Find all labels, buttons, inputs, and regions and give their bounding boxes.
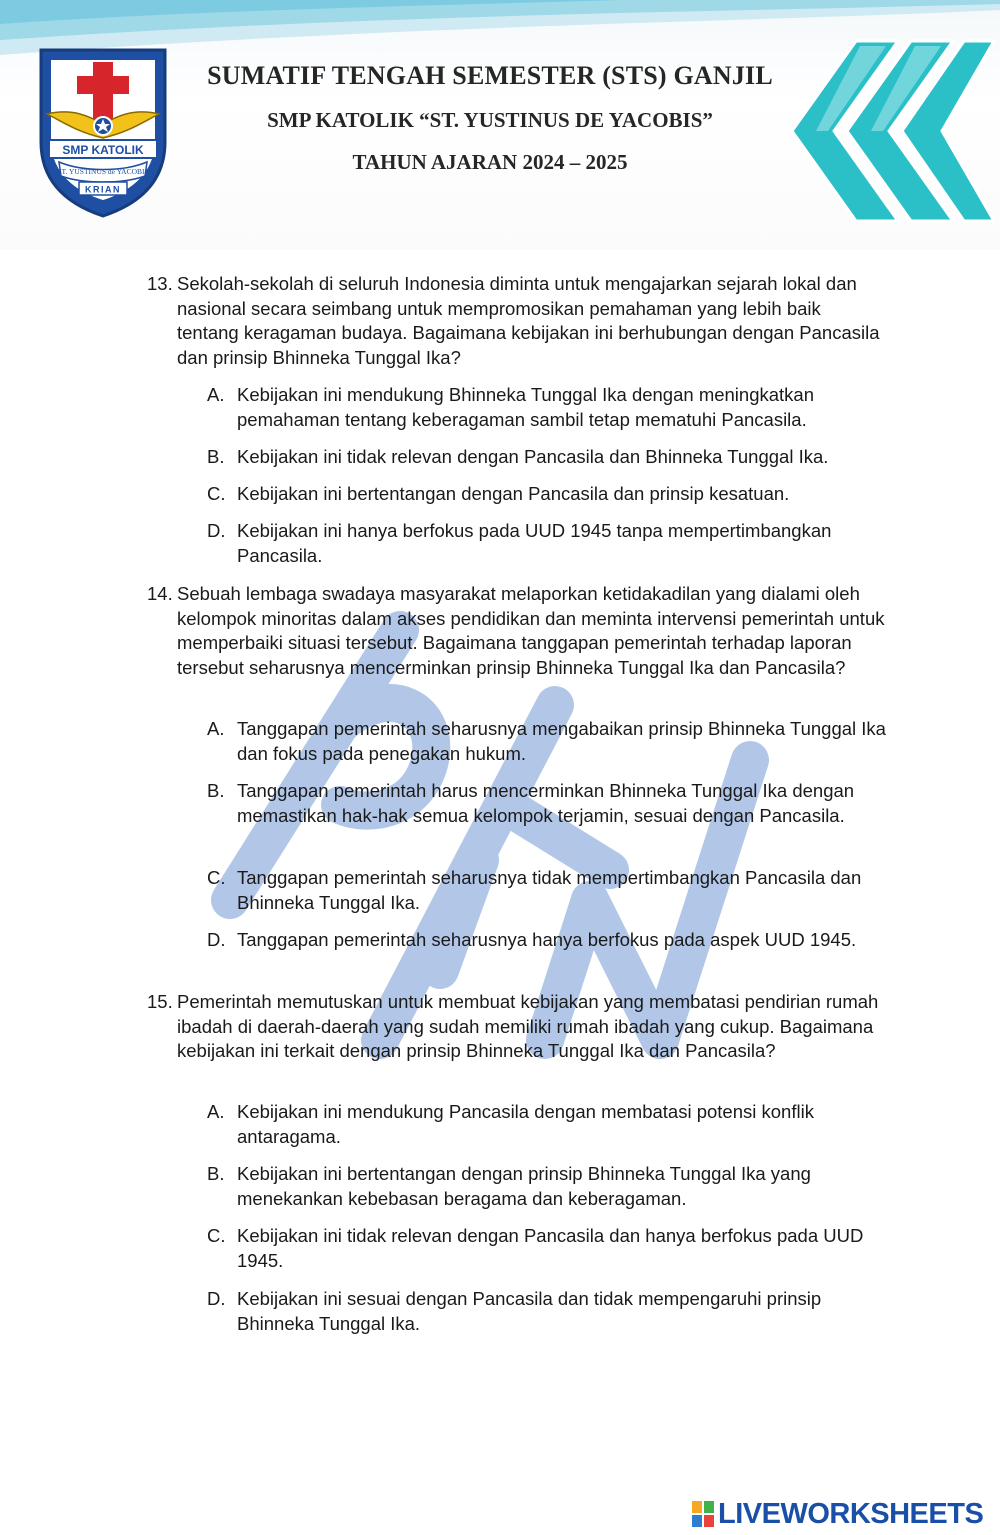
logo-text-top: SMP KATOLIK (62, 143, 144, 157)
liveworksheets-logo-icon (692, 1501, 714, 1527)
option-label: A. (207, 1101, 225, 1122)
header-banner (0, 0, 1000, 250)
option-15-d[interactable] (207, 1287, 887, 1336)
option-label: B. (207, 1163, 225, 1184)
option-label: D. (207, 520, 226, 541)
option-text: Tanggapan pemerintah seharusnya mengabaikan prinsip Bhinneka Tunggal Ika dan fokus pada penegakan hukum. (237, 718, 886, 764)
option-15-c[interactable] (207, 1224, 887, 1273)
option-label: C. (207, 867, 226, 888)
option-label: A. (207, 718, 225, 739)
academic-year: TAHUN AJARAN 2024 – 2025 (352, 150, 628, 174)
option-label: D. (207, 1288, 226, 1309)
question-15 (147, 990, 887, 1064)
chevron-decoration-icon (786, 36, 996, 226)
question-stem: Pemerintah memutuskan untuk membuat kebijakan yang membatasi pendirian rumah ibadah di daerah-daerah yang sudah memiliki rumah ibadah yang cukup. Bagaimana kebijakan ini terkait dengan prinsip Bhinneka Tunggal Ika dan Pancasila? (177, 991, 879, 1061)
option-text: Tanggapan pemerintah harus mencerminkan Bhinneka Tunggal Ika dengan memastikan hak-hak semua kelompok terjamin, sesuai dengan Pancasila. (237, 780, 855, 826)
option-14-b[interactable] (207, 779, 887, 828)
option-label: B. (207, 780, 225, 801)
logo-text-bottom: KRIAN (85, 184, 121, 195)
option-14-a[interactable] (207, 717, 887, 766)
question-13 (147, 272, 887, 370)
option-13-d[interactable] (207, 519, 887, 568)
question-stem: Sebuah lembaga swadaya masyarakat melaporkan ketidakadilan yang dialami oleh kelompok minoritas dalam akses pendidikan dan meminta intervensi pemerintah untuk memperbaiki situasi tersebut. Bagaimana tanggapan pemerintah terhadap laporan tersebut seharusnya mencerminkan prinsip Bhinneka Tunggal Ika dan Pancasila? (177, 583, 885, 678)
question-number: 13. (147, 273, 173, 294)
school-name: SMP KATOLIK “ST. YUSTINUS DE YACOBIS” (267, 108, 713, 132)
question-number: 15. (147, 991, 173, 1012)
option-14-d[interactable] (207, 928, 887, 953)
exam-title: SUMATIF TENGAH SEMESTER (STS) GANJIL (207, 61, 773, 90)
option-text: Kebijakan ini tidak relevan dengan Pancasila dan hanya berfokus pada UUD 1945. (237, 1225, 864, 1271)
option-label: C. (207, 483, 226, 504)
option-text: Kebijakan ini bertentangan dengan Pancasila dan prinsip kesatuan. (237, 483, 790, 504)
logo-text-ribbon: ST. YUSTINUS de YACOBIS (57, 167, 149, 176)
question-14 (147, 582, 887, 680)
option-15-b[interactable] (207, 1162, 887, 1211)
option-label: B. (207, 446, 225, 467)
option-label: C. (207, 1225, 226, 1246)
option-13-a[interactable] (207, 383, 887, 432)
option-text: Kebijakan ini mendukung Bhinneka Tunggal Ika dengan meningkatkan pemahaman tentang keberagaman sambil tetap mematuhi Pancasila. (237, 384, 814, 430)
brand-text: LIVEWORKSHEETS (718, 1497, 984, 1530)
option-text: Kebijakan ini bertentangan dengan prinsip Bhinneka Tunggal Ika yang menekankan kebebasan beragama dan keberagaman. (237, 1163, 811, 1209)
option-text: Kebijakan ini mendukung Pancasila dengan membatasi potensi konflik antaragama. (237, 1101, 814, 1147)
question-number: 14. (147, 583, 173, 604)
liveworksheets-brand[interactable] (692, 1497, 983, 1531)
option-text: Kebijakan ini tidak relevan dengan Pancasila dan Bhinneka Tunggal Ika. (237, 446, 829, 467)
option-13-b[interactable] (207, 445, 887, 470)
option-13-c[interactable] (207, 482, 887, 507)
option-label: A. (207, 384, 225, 405)
option-14-c[interactable] (207, 866, 887, 915)
option-text: Kebijakan ini sesuai dengan Pancasila dan tidak mempengaruhi prinsip Bhinneka Tunggal Ika. (237, 1288, 822, 1334)
question-stem: Sekolah-sekolah di seluruh Indonesia diminta untuk mengajarkan sejarah lokal dan nasional secara seimbang untuk mempromosikan pemahaman yang lebih baik tentang keragaman budaya. Bagaimana kebijakan ini berhubungan dengan Pancasila dan prinsip Bhinneka Tunggal Ika? (177, 273, 880, 368)
option-15-a[interactable] (207, 1100, 887, 1149)
option-text: Kebijakan ini hanya berfokus pada UUD 1945 tanpa mempertimbangkan Pancasila. (237, 520, 832, 566)
option-label: D. (207, 929, 226, 950)
option-text: Tanggapan pemerintah seharusnya hanya berfokus pada aspek UUD 1945. (237, 929, 857, 950)
school-logo (33, 46, 173, 218)
option-text: Tanggapan pemerintah seharusnya tidak mempertimbangkan Pancasila dan Bhinneka Tunggal Ika. (237, 867, 862, 913)
